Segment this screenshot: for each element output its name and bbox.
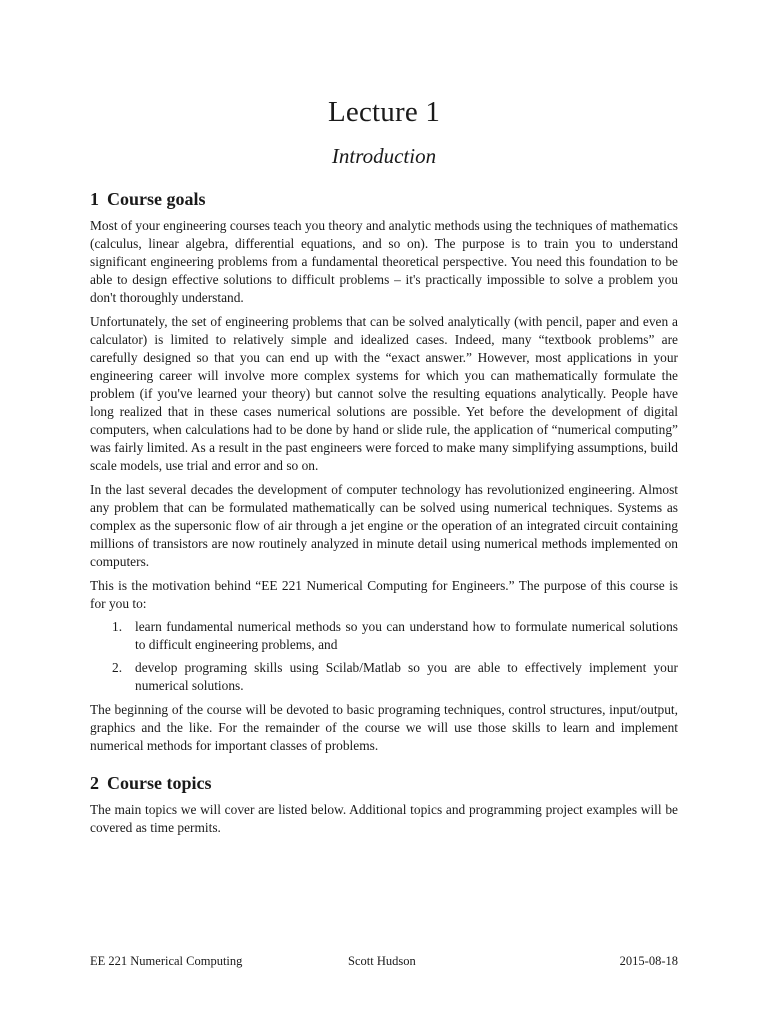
section-number: 2 — [90, 773, 99, 793]
section-title: Course topics — [107, 773, 212, 793]
paragraph: The main topics we will cover are listed below. Additional topics and programming project examples will be covered as time permits. — [90, 802, 678, 835]
list-item-number: 2. — [112, 660, 123, 675]
paragraph: The beginning of the course will be devoted to basic programing techniques, control structures, input/output, graphics and the like. For the remainder of the course we will use those skills to learn and implement numerical methods for important classes of problems. — [90, 702, 678, 753]
document-page — [90, 92, 678, 837]
list-item — [90, 659, 678, 695]
paragraph: Most of your engineering courses teach you theory and analytic methods using the techniques of mathematics (calculus, linear algebra, differential equations, and so on). The purpose is to train you to understand significant engineering problems from a fundamental theoretical perspective. You need this foundation to be able to design effective solutions to difficult problems – it's practically impossible to solve a problem you don't thoroughly understand. — [90, 218, 678, 305]
footer-course: EE 221 Numerical Computing — [90, 954, 243, 968]
section-number: 1 — [90, 189, 99, 209]
section-title: Course goals — [107, 189, 206, 209]
section-heading-course-goals — [90, 187, 678, 211]
course-purpose-list — [90, 618, 678, 695]
section-heading-course-topics — [90, 771, 678, 795]
list-item-text: develop programing skills using Scilab/Matlab so you are able to effectively implement your numerical solutions. — [135, 660, 678, 693]
footer-date: 2015-08-18 — [619, 954, 678, 968]
lecture-title: Lecture 1 — [327, 96, 441, 128]
list-item-text: learn fundamental numerical methods so you can understand how to formulate numerical solutions to difficult engineering problems, and — [135, 619, 678, 652]
list-item — [90, 618, 678, 654]
lecture-subtitle: Introduction — [331, 144, 437, 168]
paragraph: This is the motivation behind “EE 221 Numerical Computing for Engineers.” The purpose of this course is for you to: — [90, 578, 678, 611]
footer-author: Scott Hudson — [348, 954, 416, 968]
list-item-number: 1. — [112, 619, 123, 634]
paragraph: In the last several decades the development of computer technology has revolutionized engineering. Almost any problem that can be formulated mathematically can be solved using numerical techniques. Systems as complex as the supersonic flow of air through a jet engine or the operation of an integrated circuit containing millions of transistors are now routinely analyzed in minute detail using numerical methods implemented on computers. — [90, 482, 678, 569]
paragraph: Unfortunately, the set of engineering problems that can be solved analytically (with pencil, paper and even a calculator) is limited to relatively simple and idealized cases. Indeed, many “textbook problems” are carefully designed so that you can end up with the “exact answer.” However, most applications in your engineering career will involve more complex systems for which you can mathematically formulate the problem (if you've learned your theory) but cannot solve the resulting equations analytically. People have long realized that in these cases numerical solutions are possible. Yet before the development of digital computers, when calculations had to be done by hand or slide rule, the application of “numerical computing” was fairly limited. As a result in the past engineers were forced to make many simplifying assumptions, build scale models, use trial and error and so on. — [90, 314, 678, 473]
